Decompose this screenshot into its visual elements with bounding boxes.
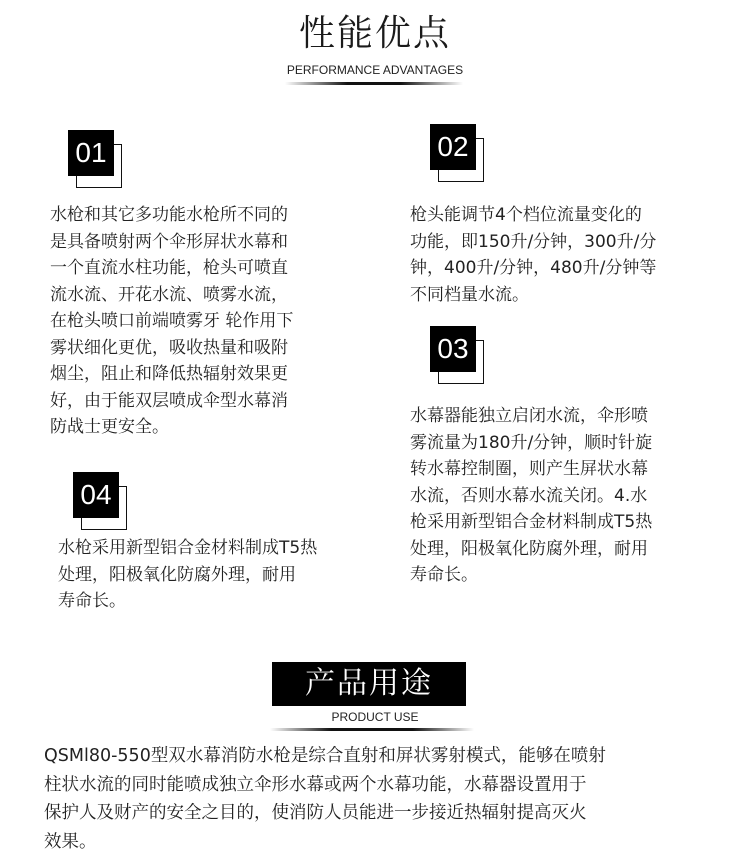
product-use-divider bbox=[270, 728, 474, 731]
paragraph-line: 保护人及财产的安全之目的，使消防人员能进一步接近热辐射提高灭火 bbox=[44, 799, 714, 828]
paragraph-line: 效果。 bbox=[44, 828, 714, 856]
paragraph-line: 好，由于能双层喷成伞型水幕消 bbox=[50, 388, 360, 415]
paragraph-line: 不同档量水流。 bbox=[410, 282, 720, 309]
paragraph-02 bbox=[410, 202, 720, 308]
paragraph-line: 寿命长。 bbox=[58, 588, 388, 615]
paragraph-line: 寿命长。 bbox=[410, 562, 720, 589]
paragraph-03 bbox=[410, 403, 720, 589]
paragraph-line: 水枪采用新型铝合金材料制成T5热 bbox=[58, 535, 388, 562]
paragraph-line: 处理，阳极氧化防腐外理，耐用 bbox=[58, 562, 388, 589]
performance-divider bbox=[285, 82, 463, 85]
paragraph-line: 功能，即150升/分钟，300升/分 bbox=[410, 229, 720, 256]
badge-number: 04 bbox=[73, 472, 119, 518]
paragraph-line: 在枪头喷口前端喷雾牙 轮作用下 bbox=[50, 308, 360, 335]
performance-title: 性能优点 bbox=[0, 10, 750, 58]
product-use-paragraph bbox=[44, 742, 714, 856]
performance-subtitle: PERFORMANCE ADVANTAGES bbox=[0, 62, 750, 78]
paragraph-line: 转水幕控制圈，则产生屏状水幕 bbox=[410, 456, 720, 483]
paragraph-line: 钟，400升/分钟，480升/分钟等 bbox=[410, 255, 720, 282]
paragraph-line: 枪头能调节4个档位流量变化的 bbox=[410, 202, 720, 229]
paragraph-01 bbox=[50, 202, 360, 441]
badge-01 bbox=[68, 130, 128, 190]
product-use-title: 产品用途 bbox=[272, 662, 466, 706]
paragraph-line: 一个直流水柱功能，枪头可喷直 bbox=[50, 255, 360, 282]
badge-02 bbox=[430, 124, 490, 184]
paragraph-line: 水枪和其它多功能水枪所不同的 bbox=[50, 202, 360, 229]
paragraph-04 bbox=[58, 535, 388, 615]
paragraph-line: 处理，阳极氧化防腐外理，耐用 bbox=[410, 536, 720, 563]
paragraph-line: 柱状水流的同时能喷成独立伞形水幕或两个水幕功能，水幕器设置用于 bbox=[44, 771, 714, 800]
paragraph-line: 防战士更安全。 bbox=[50, 414, 360, 441]
paragraph-line: 雾流量为180升/分钟，顺时针旋 bbox=[410, 430, 720, 457]
badge-03 bbox=[430, 326, 490, 386]
badge-04 bbox=[73, 472, 133, 532]
badge-number: 01 bbox=[68, 130, 114, 176]
paragraph-line: 水流，否则水幕水流关闭。4.水 bbox=[410, 483, 720, 510]
badge-number: 03 bbox=[430, 326, 476, 372]
paragraph-line: 雾状细化更优，吸收热量和吸附 bbox=[50, 335, 360, 362]
paragraph-line: 是具备喷射两个伞形屏状水幕和 bbox=[50, 229, 360, 256]
paragraph-line: 枪采用新型铝合金材料制成T5热 bbox=[410, 509, 720, 536]
badge-number: 02 bbox=[430, 124, 476, 170]
paragraph-line: 烟尘，阻止和降低热辐射效果更 bbox=[50, 361, 360, 388]
paragraph-line: 流水流、开花水流、喷雾水流， bbox=[50, 282, 360, 309]
paragraph-line: 水幕器能独立启闭水流，伞形喷 bbox=[410, 403, 720, 430]
product-use-subtitle: PRODUCT USE bbox=[0, 709, 750, 725]
paragraph-line: QSMl80-550型双水幕消防水枪是综合直射和屏状雾射模式，能够在喷射 bbox=[44, 742, 714, 771]
